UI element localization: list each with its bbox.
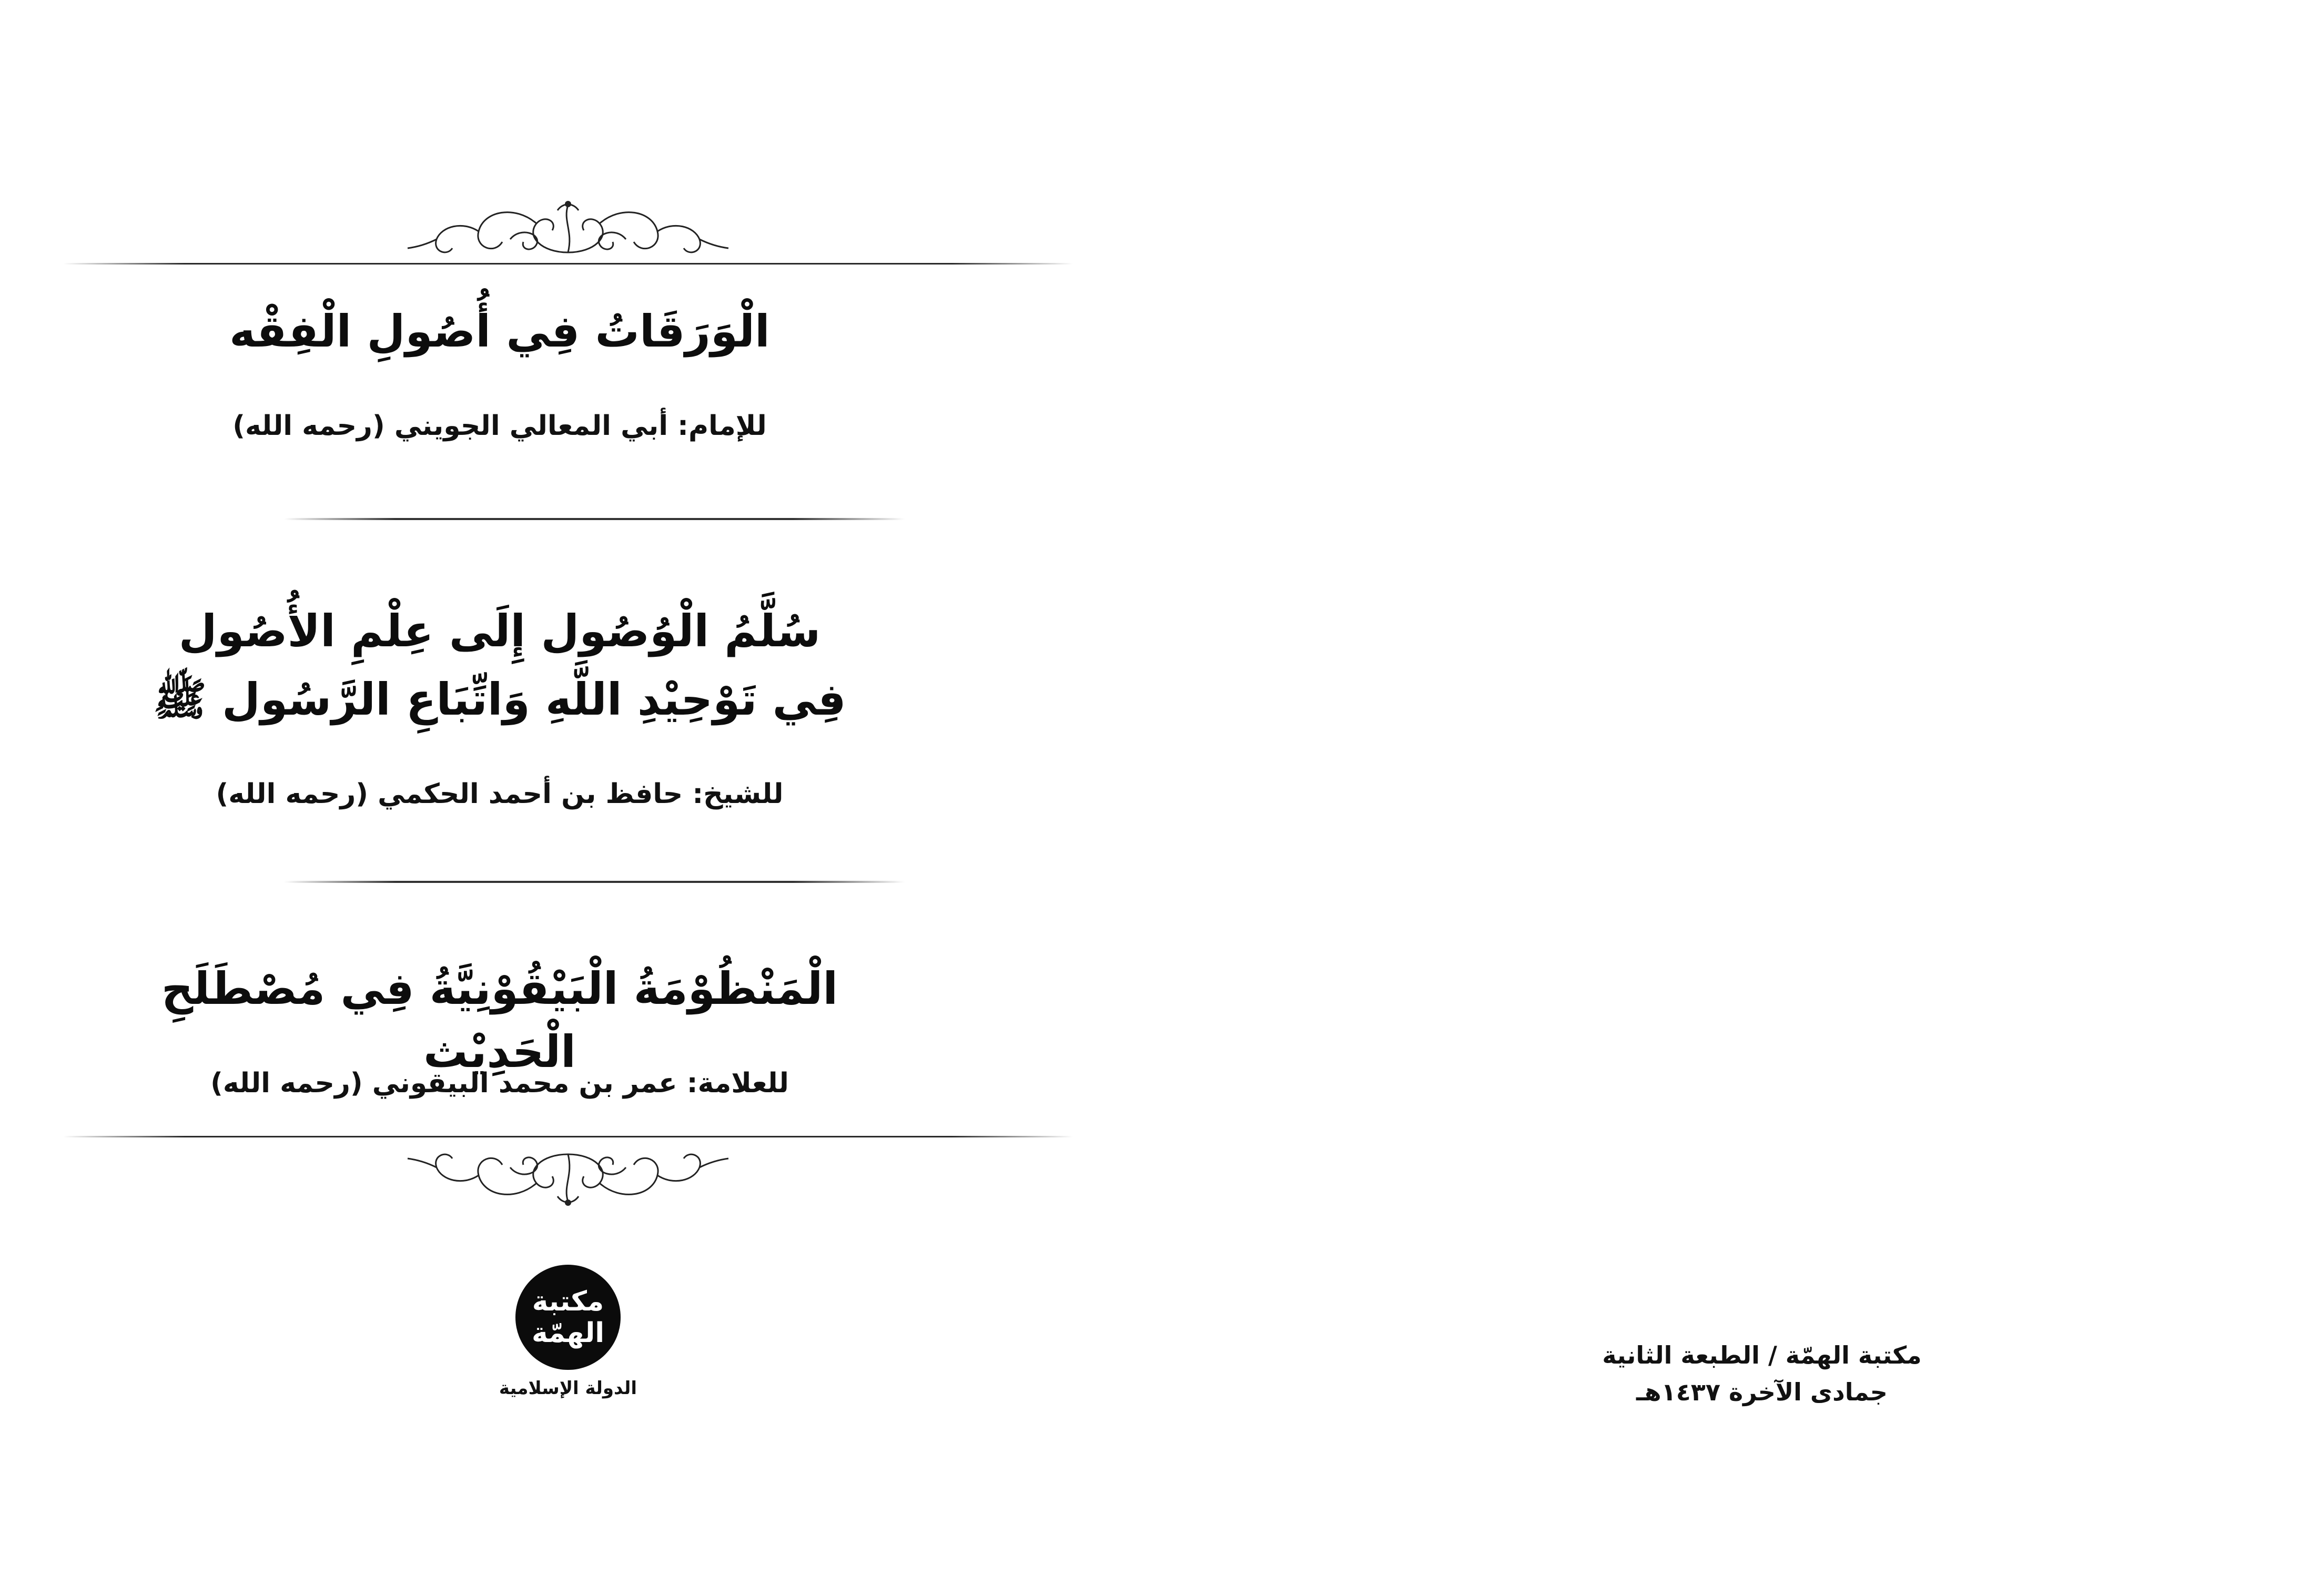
work1-author: للإمام: أبي المعالي الجويني (رحمه الله) <box>232 410 767 442</box>
divider-1 <box>284 518 905 520</box>
publisher-logo <box>515 1265 621 1370</box>
work3-title: الْمَنْظُوْمَةُ الْبَيْقُوْنِيَّةُ فِي مُصْطَلَحِ الْحَدِيْث <box>161 963 838 1077</box>
right-page <box>1155 0 2311 1596</box>
work2-author: للشيخ: حافظ بن أحمد الحكمي (رحمه الله) <box>216 778 784 810</box>
logo-line2: الهمّة <box>531 1317 605 1349</box>
logo-line1: مكتبة <box>532 1286 604 1317</box>
work2-title-line2: فِي تَوْحِيْدِ اللَّهِ وَاتِّبَاعِ الرَّسُول ﷺ <box>153 674 846 725</box>
bottom-floral-ornament-icon <box>405 1138 731 1217</box>
left-page <box>0 0 1155 1596</box>
work2-title-line1: سُلَّمُ الْوُصُول إِلَى عِلْمِ الأُصُول <box>178 605 821 657</box>
publication-date-line: جمادى الآخرة ١٤٣٧هـ <box>1636 1378 1888 1406</box>
top-floral-ornament-icon <box>405 189 731 268</box>
divider-2 <box>284 881 905 883</box>
work1-title: الْوَرَقَاتُ فِي أُصُولِ الْفِقْه <box>229 306 770 357</box>
top-divider <box>63 263 1073 265</box>
logo-caption: الدولة الإسلامية <box>499 1378 637 1399</box>
work3-author: للعلامة: عمر بن محمد البيقوني (رحمه الله) <box>210 1068 789 1099</box>
publisher-edition-line: مكتبة الهمّة / الطبعة الثانية <box>1602 1341 1922 1369</box>
bottom-divider <box>63 1136 1073 1137</box>
